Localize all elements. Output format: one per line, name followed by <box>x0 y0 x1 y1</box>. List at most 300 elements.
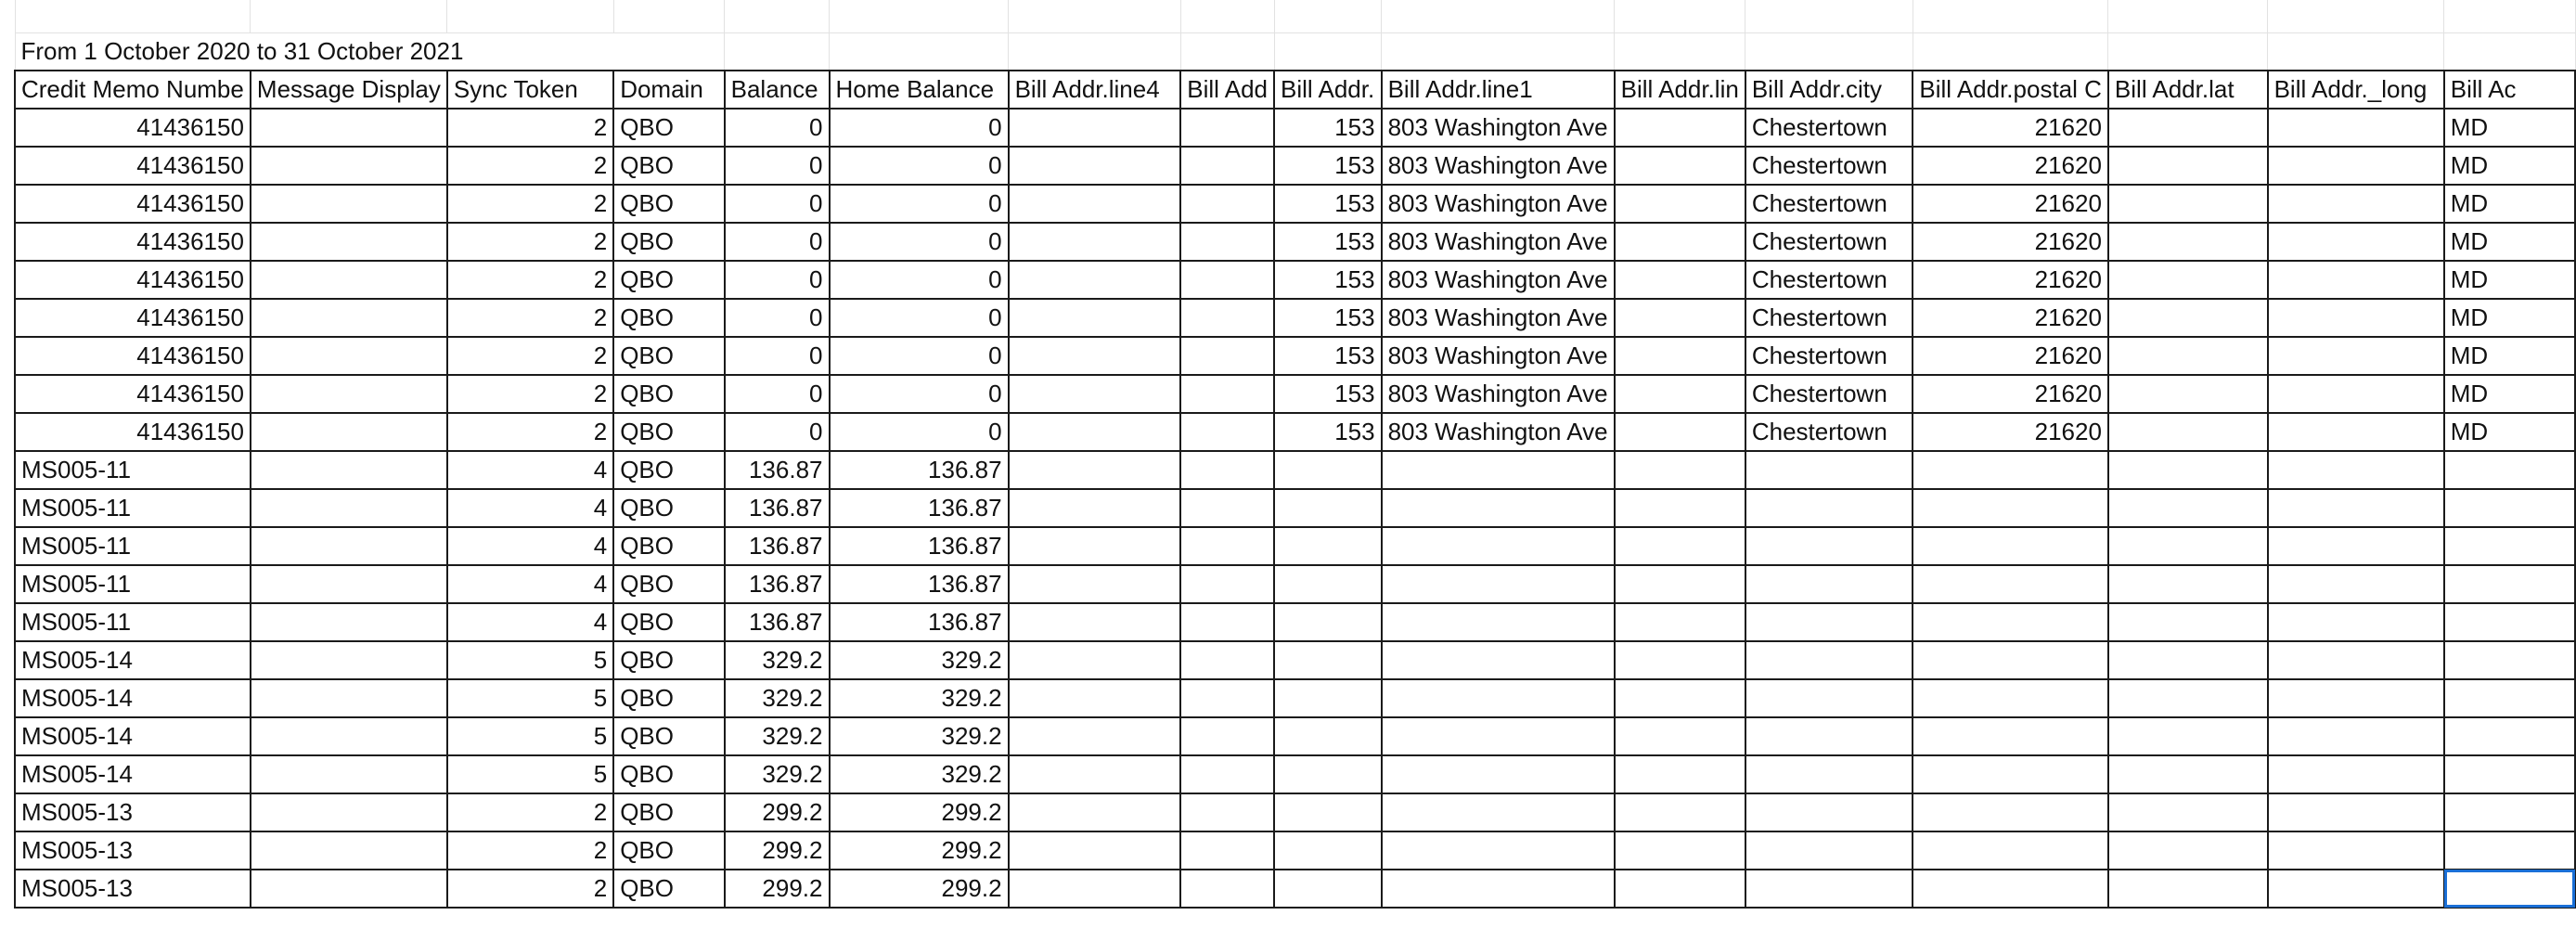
cell-bill-addr-lat[interactable] <box>2108 223 2268 261</box>
cell-bill-addr-col8[interactable] <box>1180 565 1274 603</box>
cell-bill-addr-lat[interactable] <box>2108 299 2268 337</box>
empty-cell[interactable] <box>2444 0 2575 32</box>
cell-balance[interactable]: 0 <box>725 375 830 413</box>
cell-bill-addr-line4[interactable] <box>1009 489 1181 527</box>
cell-bill-addr-col11[interactable] <box>1615 261 1745 299</box>
cell-bill-addr-lat[interactable] <box>2108 109 2268 147</box>
cell-credit-memo-number[interactable]: MS005-14 <box>15 679 251 717</box>
cell-bill-addr-col8[interactable] <box>1180 641 1274 679</box>
cell-bill-addr-long[interactable] <box>2268 641 2444 679</box>
cell-domain[interactable]: QBO <box>613 223 724 261</box>
column-header-bill-addr-col16[interactable]: Bill Ac <box>2444 71 2575 109</box>
cell-bill-addr-col16[interactable] <box>2444 793 2575 831</box>
cell-bill-addr-city[interactable]: Chestertown <box>1745 375 1913 413</box>
cell-bill-addr-line1[interactable] <box>1382 755 1615 793</box>
cell-credit-memo-number[interactable]: 41436150 <box>15 109 251 147</box>
cell-home-balance[interactable]: 0 <box>830 261 1009 299</box>
cell-credit-memo-number[interactable]: 41436150 <box>15 375 251 413</box>
cell-bill-addr-line4[interactable] <box>1009 375 1181 413</box>
cell-credit-memo-number[interactable]: 41436150 <box>15 261 251 299</box>
cell-credit-memo-number[interactable]: MS005-11 <box>15 603 251 641</box>
cell-bill-addr-col11[interactable] <box>1615 451 1745 489</box>
cell-bill-addr-line1[interactable]: 803 Washington Ave <box>1382 375 1615 413</box>
cell-bill-addr-col9[interactable]: 153 <box>1274 109 1382 147</box>
cell-balance[interactable]: 299.2 <box>725 870 830 908</box>
cell-balance[interactable]: 299.2 <box>725 793 830 831</box>
cell-bill-addr-city[interactable]: Chestertown <box>1745 223 1913 261</box>
cell-bill-addr-col9[interactable] <box>1274 717 1382 755</box>
cell-bill-addr-lat[interactable] <box>2108 641 2268 679</box>
cell-home-balance[interactable]: 0 <box>830 147 1009 185</box>
empty-cell[interactable] <box>1180 0 1274 32</box>
cell-credit-memo-number[interactable]: MS005-11 <box>15 451 251 489</box>
cell-bill-addr-line4[interactable] <box>1009 299 1181 337</box>
cell-bill-addr-col11[interactable] <box>1615 185 1745 223</box>
empty-cell[interactable] <box>1615 0 1745 32</box>
cell-credit-memo-number[interactable]: MS005-14 <box>15 641 251 679</box>
cell-bill-addr-line1[interactable] <box>1382 793 1615 831</box>
cell-bill-addr-city[interactable]: Chestertown <box>1745 337 1913 375</box>
cell-bill-addr-city[interactable] <box>1745 527 1913 565</box>
cell-bill-addr-postal[interactable]: 21620 <box>1913 337 2108 375</box>
cell-bill-addr-postal[interactable] <box>1913 793 2108 831</box>
cell-balance[interactable]: 0 <box>725 109 830 147</box>
cell-sync-token[interactable]: 2 <box>447 375 613 413</box>
cell-balance[interactable]: 0 <box>725 261 830 299</box>
cell-bill-addr-long[interactable] <box>2268 755 2444 793</box>
cell-bill-addr-col16[interactable] <box>2444 451 2575 489</box>
cell-balance[interactable]: 0 <box>725 337 830 375</box>
cell-message-display[interactable] <box>251 641 447 679</box>
cell-credit-memo-number[interactable]: MS005-11 <box>15 565 251 603</box>
cell-credit-memo-number[interactable]: MS005-11 <box>15 489 251 527</box>
cell-bill-addr-col16[interactable]: MD <box>2444 147 2575 185</box>
cell-message-display[interactable] <box>251 375 447 413</box>
cell-bill-addr-lat[interactable] <box>2108 870 2268 908</box>
cell-bill-addr-col11[interactable] <box>1615 527 1745 565</box>
cell-domain[interactable]: QBO <box>613 641 724 679</box>
cell-bill-addr-long[interactable] <box>2268 147 2444 185</box>
cell-bill-addr-lat[interactable] <box>2108 793 2268 831</box>
cell-bill-addr-line1[interactable]: 803 Washington Ave <box>1382 299 1615 337</box>
cell-bill-addr-col16[interactable]: MD <box>2444 413 2575 451</box>
cell-credit-memo-number[interactable]: MS005-11 <box>15 527 251 565</box>
cell-bill-addr-col9[interactable]: 153 <box>1274 413 1382 451</box>
cell-bill-addr-col16[interactable] <box>2444 870 2575 908</box>
cell-bill-addr-line1[interactable] <box>1382 870 1615 908</box>
empty-cell[interactable] <box>1913 0 2108 32</box>
cell-credit-memo-number[interactable]: MS005-13 <box>15 870 251 908</box>
cell-sync-token[interactable]: 4 <box>447 527 613 565</box>
cell-home-balance[interactable]: 299.2 <box>830 793 1009 831</box>
cell-message-display[interactable] <box>251 565 447 603</box>
empty-cell[interactable] <box>1615 32 1745 71</box>
cell-balance[interactable]: 0 <box>725 413 830 451</box>
cell-bill-addr-col9[interactable]: 153 <box>1274 223 1382 261</box>
cell-bill-addr-city[interactable]: Chestertown <box>1745 299 1913 337</box>
empty-cell[interactable] <box>1009 0 1181 32</box>
cell-bill-addr-long[interactable] <box>2268 375 2444 413</box>
cell-domain[interactable]: QBO <box>613 755 724 793</box>
cell-bill-addr-col16[interactable] <box>2444 717 2575 755</box>
cell-home-balance[interactable]: 136.87 <box>830 527 1009 565</box>
empty-cell[interactable] <box>251 0 447 32</box>
cell-bill-addr-city[interactable] <box>1745 679 1913 717</box>
cell-sync-token[interactable]: 2 <box>447 337 613 375</box>
empty-cell[interactable] <box>2444 32 2575 71</box>
cell-bill-addr-col11[interactable] <box>1615 299 1745 337</box>
cell-bill-addr-postal[interactable]: 21620 <box>1913 299 2108 337</box>
cell-bill-addr-long[interactable] <box>2268 451 2444 489</box>
cell-balance[interactable]: 329.2 <box>725 641 830 679</box>
cell-bill-addr-col11[interactable] <box>1615 831 1745 870</box>
cell-bill-addr-col16[interactable]: MD <box>2444 375 2575 413</box>
cell-bill-addr-col8[interactable] <box>1180 261 1274 299</box>
cell-credit-memo-number[interactable]: 41436150 <box>15 337 251 375</box>
cell-bill-addr-line1[interactable] <box>1382 527 1615 565</box>
cell-bill-addr-line4[interactable] <box>1009 527 1181 565</box>
cell-message-display[interactable] <box>251 603 447 641</box>
cell-bill-addr-col11[interactable] <box>1615 375 1745 413</box>
cell-bill-addr-long[interactable] <box>2268 527 2444 565</box>
cell-bill-addr-col8[interactable] <box>1180 831 1274 870</box>
cell-bill-addr-line1[interactable] <box>1382 565 1615 603</box>
cell-bill-addr-col8[interactable] <box>1180 717 1274 755</box>
cell-credit-memo-number[interactable]: 41436150 <box>15 223 251 261</box>
cell-bill-addr-col11[interactable] <box>1615 147 1745 185</box>
cell-bill-addr-col9[interactable] <box>1274 565 1382 603</box>
column-header-bill-addr-lat[interactable]: Bill Addr.lat <box>2108 71 2268 109</box>
cell-bill-addr-col11[interactable] <box>1615 755 1745 793</box>
cell-bill-addr-line4[interactable] <box>1009 147 1181 185</box>
empty-cell[interactable] <box>1382 0 1615 32</box>
cell-bill-addr-col9[interactable] <box>1274 755 1382 793</box>
cell-bill-addr-col8[interactable] <box>1180 185 1274 223</box>
cell-balance[interactable]: 329.2 <box>725 717 830 755</box>
cell-domain[interactable]: QBO <box>613 565 724 603</box>
cell-bill-addr-lat[interactable] <box>2108 185 2268 223</box>
cell-home-balance[interactable]: 0 <box>830 337 1009 375</box>
cell-home-balance[interactable]: 136.87 <box>830 603 1009 641</box>
cell-bill-addr-col16[interactable]: MD <box>2444 109 2575 147</box>
cell-bill-addr-city[interactable] <box>1745 717 1913 755</box>
cell-bill-addr-lat[interactable] <box>2108 831 2268 870</box>
cell-bill-addr-postal[interactable]: 21620 <box>1913 261 2108 299</box>
cell-domain[interactable]: QBO <box>613 147 724 185</box>
cell-sync-token[interactable]: 5 <box>447 717 613 755</box>
cell-bill-addr-col16[interactable] <box>2444 603 2575 641</box>
cell-message-display[interactable] <box>251 299 447 337</box>
cell-bill-addr-postal[interactable]: 21620 <box>1913 223 2108 261</box>
cell-balance[interactable]: 136.87 <box>725 603 830 641</box>
cell-balance[interactable]: 0 <box>725 185 830 223</box>
cell-bill-addr-line1[interactable] <box>1382 831 1615 870</box>
cell-bill-addr-postal[interactable] <box>1913 679 2108 717</box>
cell-bill-addr-long[interactable] <box>2268 679 2444 717</box>
empty-cell[interactable] <box>2108 32 2268 71</box>
cell-home-balance[interactable]: 136.87 <box>830 489 1009 527</box>
column-header-bill-addr-col11[interactable]: Bill Addr.lin <box>1615 71 1745 109</box>
cell-bill-addr-city[interactable] <box>1745 755 1913 793</box>
empty-cell[interactable] <box>2268 32 2444 71</box>
cell-credit-memo-number[interactable]: 41436150 <box>15 413 251 451</box>
cell-bill-addr-long[interactable] <box>2268 831 2444 870</box>
cell-bill-addr-long[interactable] <box>2268 565 2444 603</box>
cell-balance[interactable]: 136.87 <box>725 489 830 527</box>
cell-bill-addr-col8[interactable] <box>1180 337 1274 375</box>
cell-bill-addr-postal[interactable] <box>1913 870 2108 908</box>
cell-bill-addr-col9[interactable]: 153 <box>1274 185 1382 223</box>
empty-cell[interactable] <box>1913 32 2108 71</box>
cell-bill-addr-col8[interactable] <box>1180 147 1274 185</box>
cell-bill-addr-postal[interactable] <box>1913 451 2108 489</box>
cell-home-balance[interactable]: 329.2 <box>830 755 1009 793</box>
cell-bill-addr-city[interactable] <box>1745 603 1913 641</box>
cell-bill-addr-lat[interactable] <box>2108 717 2268 755</box>
cell-home-balance[interactable]: 0 <box>830 109 1009 147</box>
cell-bill-addr-col9[interactable] <box>1274 603 1382 641</box>
cell-message-display[interactable] <box>251 870 447 908</box>
cell-sync-token[interactable]: 2 <box>447 185 613 223</box>
cell-bill-addr-col11[interactable] <box>1615 413 1745 451</box>
column-header-bill-addr-city[interactable]: Bill Addr.city <box>1745 71 1913 109</box>
cell-bill-addr-col11[interactable] <box>1615 793 1745 831</box>
cell-bill-addr-col11[interactable] <box>1615 109 1745 147</box>
cell-bill-addr-col11[interactable] <box>1615 337 1745 375</box>
empty-cell[interactable] <box>1274 32 1382 71</box>
cell-bill-addr-line1[interactable]: 803 Washington Ave <box>1382 185 1615 223</box>
cell-sync-token[interactable]: 5 <box>447 641 613 679</box>
cell-message-display[interactable] <box>251 831 447 870</box>
cell-message-display[interactable] <box>251 223 447 261</box>
cell-balance[interactable]: 299.2 <box>725 831 830 870</box>
cell-bill-addr-col8[interactable] <box>1180 451 1274 489</box>
cell-bill-addr-col11[interactable] <box>1615 870 1745 908</box>
cell-balance[interactable]: 136.87 <box>725 451 830 489</box>
cell-bill-addr-col8[interactable] <box>1180 109 1274 147</box>
cell-balance[interactable]: 136.87 <box>725 527 830 565</box>
cell-bill-addr-col16[interactable]: MD <box>2444 337 2575 375</box>
cell-domain[interactable]: QBO <box>613 870 724 908</box>
cell-sync-token[interactable]: 2 <box>447 147 613 185</box>
cell-home-balance[interactable]: 136.87 <box>830 451 1009 489</box>
cell-credit-memo-number[interactable]: MS005-13 <box>15 831 251 870</box>
cell-bill-addr-long[interactable] <box>2268 109 2444 147</box>
cell-message-display[interactable] <box>251 793 447 831</box>
cell-bill-addr-lat[interactable] <box>2108 565 2268 603</box>
cell-sync-token[interactable]: 2 <box>447 793 613 831</box>
column-header-sync-token[interactable]: Sync Token <box>447 71 613 109</box>
cell-bill-addr-postal[interactable] <box>1913 603 2108 641</box>
empty-cell[interactable] <box>613 0 724 32</box>
cell-message-display[interactable] <box>251 489 447 527</box>
cell-message-display[interactable] <box>251 527 447 565</box>
cell-bill-addr-line4[interactable] <box>1009 831 1181 870</box>
cell-home-balance[interactable]: 329.2 <box>830 717 1009 755</box>
cell-sync-token[interactable]: 5 <box>447 679 613 717</box>
empty-cell[interactable] <box>1274 0 1382 32</box>
cell-message-display[interactable] <box>251 261 447 299</box>
cell-domain[interactable]: QBO <box>613 717 724 755</box>
cell-bill-addr-line1[interactable]: 803 Washington Ave <box>1382 261 1615 299</box>
empty-cell[interactable] <box>830 32 1009 71</box>
column-header-bill-addr-col8[interactable]: Bill Add <box>1180 71 1274 109</box>
cell-bill-addr-postal[interactable]: 21620 <box>1913 147 2108 185</box>
cell-bill-addr-lat[interactable] <box>2108 147 2268 185</box>
cell-bill-addr-col9[interactable] <box>1274 831 1382 870</box>
cell-domain[interactable]: QBO <box>613 337 724 375</box>
cell-bill-addr-postal[interactable]: 21620 <box>1913 375 2108 413</box>
cell-sync-token[interactable]: 4 <box>447 451 613 489</box>
cell-bill-addr-col9[interactable]: 153 <box>1274 375 1382 413</box>
cell-bill-addr-postal[interactable]: 21620 <box>1913 109 2108 147</box>
cell-bill-addr-col11[interactable] <box>1615 641 1745 679</box>
cell-balance[interactable]: 0 <box>725 299 830 337</box>
column-header-bill-addr-line1[interactable]: Bill Addr.line1 <box>1382 71 1615 109</box>
cell-bill-addr-col9[interactable]: 153 <box>1274 261 1382 299</box>
empty-cell[interactable] <box>1382 32 1615 71</box>
cell-bill-addr-long[interactable] <box>2268 299 2444 337</box>
cell-bill-addr-postal[interactable] <box>1913 489 2108 527</box>
cell-bill-addr-line1[interactable] <box>1382 641 1615 679</box>
cell-bill-addr-line4[interactable] <box>1009 451 1181 489</box>
empty-cell[interactable] <box>1009 32 1181 71</box>
cell-sync-token[interactable]: 2 <box>447 109 613 147</box>
cell-bill-addr-col16[interactable] <box>2444 489 2575 527</box>
cell-sync-token[interactable]: 2 <box>447 831 613 870</box>
cell-domain[interactable]: QBO <box>613 375 724 413</box>
cell-bill-addr-col9[interactable] <box>1274 527 1382 565</box>
cell-sync-token[interactable]: 2 <box>447 299 613 337</box>
cell-credit-memo-number[interactable]: 41436150 <box>15 185 251 223</box>
cell-bill-addr-city[interactable] <box>1745 793 1913 831</box>
cell-balance[interactable]: 0 <box>725 147 830 185</box>
column-header-domain[interactable]: Domain <box>613 71 724 109</box>
cell-bill-addr-col9[interactable] <box>1274 451 1382 489</box>
cell-home-balance[interactable]: 299.2 <box>830 870 1009 908</box>
cell-bill-addr-postal[interactable] <box>1913 755 2108 793</box>
cell-bill-addr-lat[interactable] <box>2108 375 2268 413</box>
cell-bill-addr-col16[interactable]: MD <box>2444 185 2575 223</box>
cell-bill-addr-postal[interactable] <box>1913 527 2108 565</box>
cell-bill-addr-col8[interactable] <box>1180 299 1274 337</box>
cell-domain[interactable]: QBO <box>613 185 724 223</box>
cell-bill-addr-postal[interactable] <box>1913 565 2108 603</box>
cell-bill-addr-long[interactable] <box>2268 261 2444 299</box>
cell-bill-addr-col16[interactable]: MD <box>2444 299 2575 337</box>
cell-bill-addr-long[interactable] <box>2268 793 2444 831</box>
cell-home-balance[interactable]: 0 <box>830 413 1009 451</box>
cell-bill-addr-lat[interactable] <box>2108 337 2268 375</box>
empty-cell[interactable] <box>725 32 830 71</box>
column-header-bill-addr-col9[interactable]: Bill Addr. <box>1274 71 1382 109</box>
cell-credit-memo-number[interactable]: 41436150 <box>15 147 251 185</box>
cell-bill-addr-col16[interactable]: MD <box>2444 223 2575 261</box>
cell-balance[interactable]: 136.87 <box>725 565 830 603</box>
cell-balance[interactable]: 329.2 <box>725 679 830 717</box>
cell-bill-addr-lat[interactable] <box>2108 679 2268 717</box>
cell-home-balance[interactable]: 0 <box>830 375 1009 413</box>
cell-bill-addr-line1[interactable] <box>1382 679 1615 717</box>
cell-message-display[interactable] <box>251 717 447 755</box>
cell-bill-addr-col16[interactable]: MD <box>2444 261 2575 299</box>
empty-cell[interactable] <box>447 0 613 32</box>
cell-bill-addr-line4[interactable] <box>1009 870 1181 908</box>
cell-bill-addr-col8[interactable] <box>1180 413 1274 451</box>
cell-domain[interactable]: QBO <box>613 299 724 337</box>
cell-bill-addr-postal[interactable] <box>1913 641 2108 679</box>
cell-bill-addr-city[interactable] <box>1745 451 1913 489</box>
cell-bill-addr-line4[interactable] <box>1009 755 1181 793</box>
cell-bill-addr-line4[interactable] <box>1009 261 1181 299</box>
cell-bill-addr-lat[interactable] <box>2108 603 2268 641</box>
cell-bill-addr-city[interactable] <box>1745 489 1913 527</box>
cell-message-display[interactable] <box>251 337 447 375</box>
cell-bill-addr-long[interactable] <box>2268 185 2444 223</box>
cell-bill-addr-postal[interactable] <box>1913 831 2108 870</box>
cell-domain[interactable]: QBO <box>613 261 724 299</box>
cell-bill-addr-col8[interactable] <box>1180 870 1274 908</box>
cell-bill-addr-line1[interactable]: 803 Washington Ave <box>1382 413 1615 451</box>
cell-bill-addr-col8[interactable] <box>1180 755 1274 793</box>
cell-bill-addr-col9[interactable]: 153 <box>1274 147 1382 185</box>
cell-sync-token[interactable]: 4 <box>447 603 613 641</box>
column-header-bill-addr-postal[interactable]: Bill Addr.postal C <box>1913 71 2108 109</box>
cell-domain[interactable]: QBO <box>613 831 724 870</box>
cell-bill-addr-col9[interactable] <box>1274 679 1382 717</box>
cell-credit-memo-number[interactable]: 41436150 <box>15 299 251 337</box>
column-header-balance[interactable]: Balance <box>725 71 830 109</box>
cell-bill-addr-col9[interactable] <box>1274 793 1382 831</box>
cell-bill-addr-col9[interactable] <box>1274 870 1382 908</box>
cell-bill-addr-col11[interactable] <box>1615 565 1745 603</box>
cell-message-display[interactable] <box>251 755 447 793</box>
cell-domain[interactable]: QBO <box>613 603 724 641</box>
cell-bill-addr-line1[interactable] <box>1382 603 1615 641</box>
cell-sync-token[interactable]: 2 <box>447 413 613 451</box>
cell-credit-memo-number[interactable]: MS005-13 <box>15 793 251 831</box>
cell-bill-addr-line1[interactable] <box>1382 489 1615 527</box>
cell-bill-addr-line4[interactable] <box>1009 223 1181 261</box>
cell-bill-addr-long[interactable] <box>2268 717 2444 755</box>
cell-bill-addr-col9[interactable] <box>1274 489 1382 527</box>
cell-balance[interactable]: 329.2 <box>725 755 830 793</box>
cell-bill-addr-city[interactable]: Chestertown <box>1745 413 1913 451</box>
cell-bill-addr-col11[interactable] <box>1615 223 1745 261</box>
cell-credit-memo-number[interactable]: MS005-14 <box>15 717 251 755</box>
cell-message-display[interactable] <box>251 109 447 147</box>
cell-bill-addr-line4[interactable] <box>1009 109 1181 147</box>
cell-home-balance[interactable]: 0 <box>830 185 1009 223</box>
cell-bill-addr-col9[interactable] <box>1274 641 1382 679</box>
empty-cell[interactable] <box>725 0 830 32</box>
cell-bill-addr-city[interactable]: Chestertown <box>1745 147 1913 185</box>
cell-bill-addr-city[interactable] <box>1745 831 1913 870</box>
column-header-bill-addr-long[interactable]: Bill Addr._long <box>2268 71 2444 109</box>
cell-sync-token[interactable]: 2 <box>447 870 613 908</box>
cell-bill-addr-line4[interactable] <box>1009 717 1181 755</box>
cell-domain[interactable]: QBO <box>613 413 724 451</box>
cell-bill-addr-col11[interactable] <box>1615 679 1745 717</box>
cell-domain[interactable]: QBO <box>613 109 724 147</box>
cell-bill-addr-line1[interactable]: 803 Washington Ave <box>1382 147 1615 185</box>
report-title-cell[interactable]: From 1 October 2020 to 31 October 2021 <box>15 32 725 71</box>
cell-message-display[interactable] <box>251 679 447 717</box>
cell-sync-token[interactable]: 4 <box>447 489 613 527</box>
cell-message-display[interactable] <box>251 451 447 489</box>
cell-bill-addr-lat[interactable] <box>2108 527 2268 565</box>
empty-cell[interactable] <box>2108 0 2268 32</box>
